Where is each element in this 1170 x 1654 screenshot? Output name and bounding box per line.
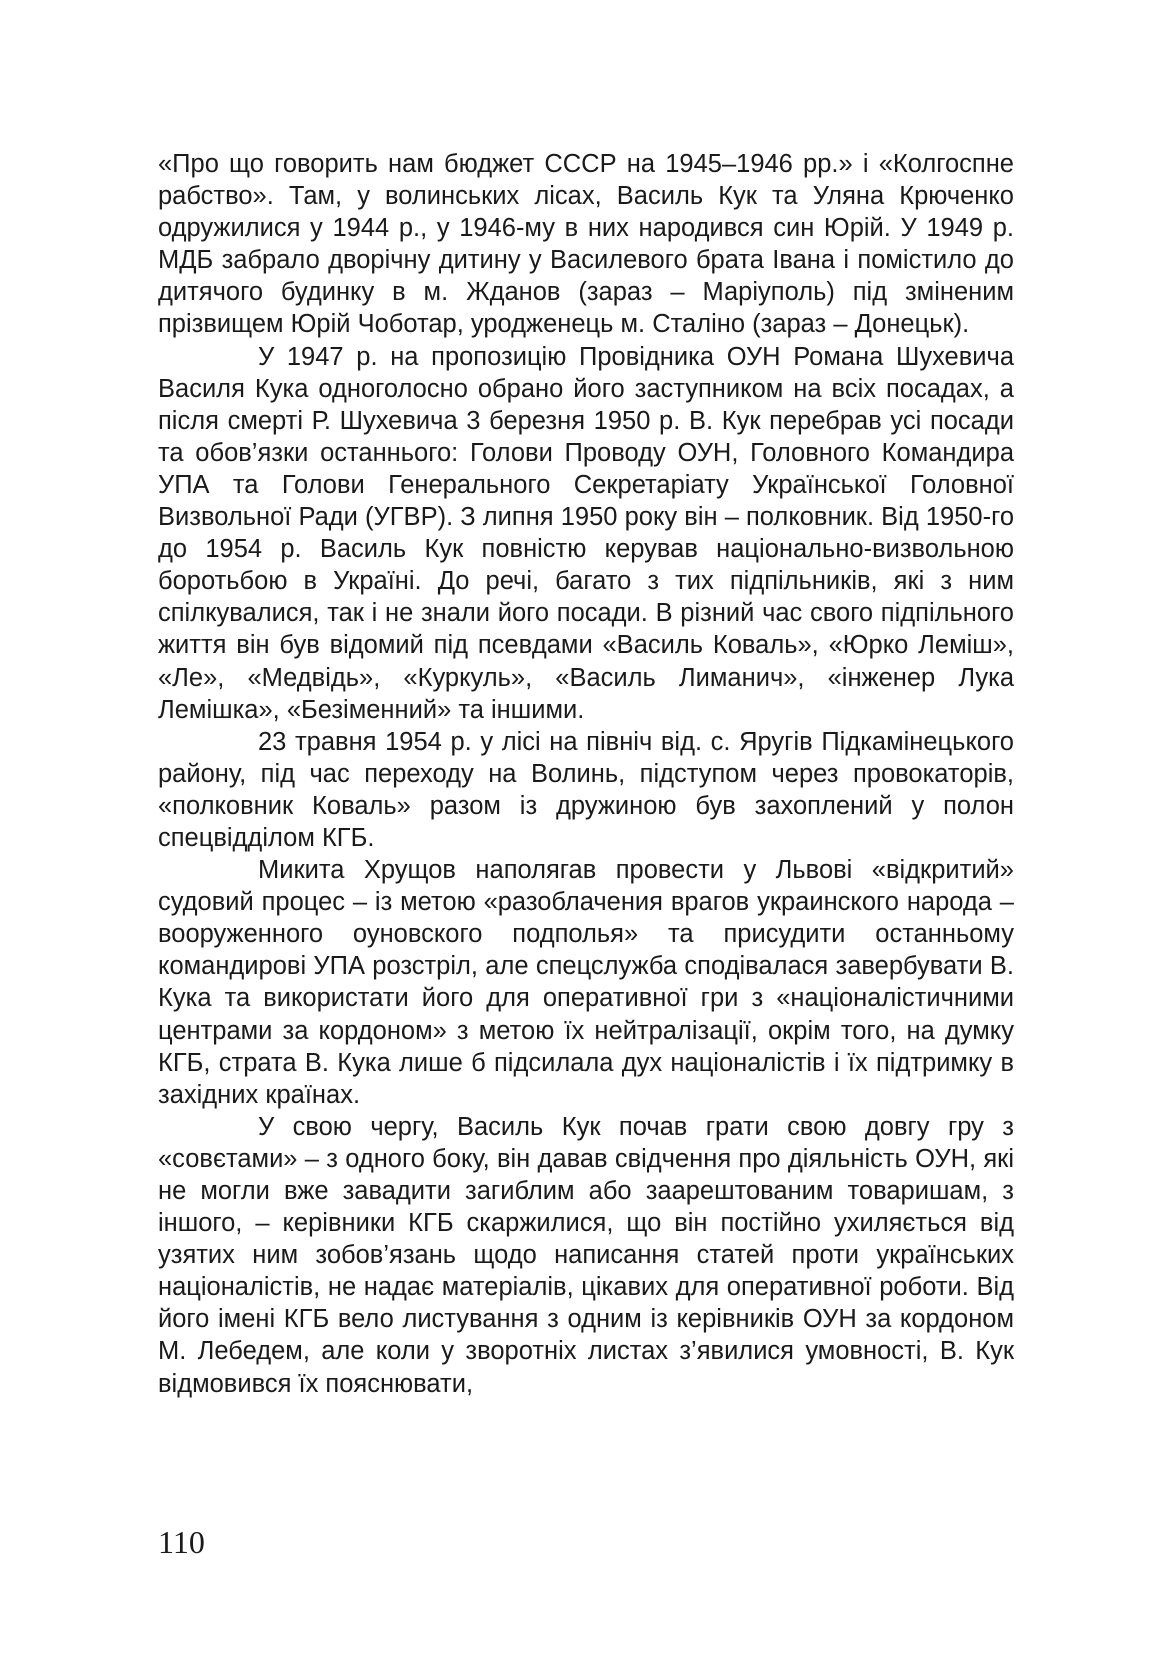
page-number: 110 [158,1524,205,1560]
page-content [158,148,1014,1400]
paragraph-1: «Про що говорить нам бюджет СССР на 1945–1946 рр.» і «Колгоспне рабство». Там, у волинських лісах, Василь Кук та Уляна Крюченко одружилися у 1944 р., у 1946-му в них народився син Юрій. У 1949 р. МДБ забрало дворічну дитину у Василевого брата Івана і помістило до дитячого будинку в м. Жданов (зараз – Маріуполь) під зміненим прізвищем Юрій Чоботар, уродженець м. Сталіно (зараз – Донецьк). [158,150,1014,339]
paragraph-2: У 1947 р. на пропозицію Провідника ОУН Романа Шухевича Василя Кука одноголосно обрано його заступником на всіх посадах, а після смерті Р. Шухевича 3 березня 1950 р. В. Кук перебрав усі посади та обов’язки останнього: Голови Проводу ОУН, Головного Командира УПА та Голови Генерального Секретаріату Української Головної Визвольної Ради (УГВР). З липня 1950 року він – полковник. Від 1950-го до 1954 р. Василь Кук повністю керував національно-визвольною боротьбою в Україні. До речі, багато з тих підпільників, які з ним спілкувалися, так і не знали його посади. В різний час свого підпільного життя він був відомий під псевдами «Василь Коваль», «Юрко Леміш», «Ле», «Медвідь», «Куркуль», «Василь Лиманич», «інженер Лука Лемішка», «Безіменний» та іншими. [158,342,1014,724]
body-text [158,148,1014,1400]
paragraph-3: 23 травня 1954 р. у лісі на північ від. с. Яругів Підкамінецького району, під час переходу на Волинь, підступом через провокаторів, «полковник Коваль» разом із дружиною був захоплений у полон спецвідділом КГБ. [158,727,1014,852]
paragraph-4: Микита Хрущов наполягав провести у Львові «відкритий» судовий процес – із метою «разоблачения врагов украинского народа – вооруженного оуновского подполья» та присудити останньому командирові УПА розстріл, але спецслужба сподівалася завербувати В. Кука та використати його для оперативної гри з «націоналістичними центрами за кордоном» з метою їх нейтралізації, окрім того, на думку КГБ, страта В. Кука лише б підсилала дух націоналістів і їх підтримку в західних країнах. [158,856,1014,1109]
paragraph-5: У свою чергу, Василь Кук почав грати свою довгу гру з «совєтами» – з одного боку, він давав свідчення про діяльність ОУН, які не могли вже завадити загиблим або заарештованим товаришам, з іншого, – керівники КГБ скаржилися, що він постійно ухиляється від узятих ним зобов’язань щодо написання статей проти українських націоналістів, не надає матеріалів, цікавих для оперативної роботи. Від його імені КГБ вело листування з одним із керівників ОУН за кордоном М. Лебедем, але коли у зворотніх листах з’явилися умовності, В. Кук відмовився їх пояснювати, [158,1112,1014,1398]
